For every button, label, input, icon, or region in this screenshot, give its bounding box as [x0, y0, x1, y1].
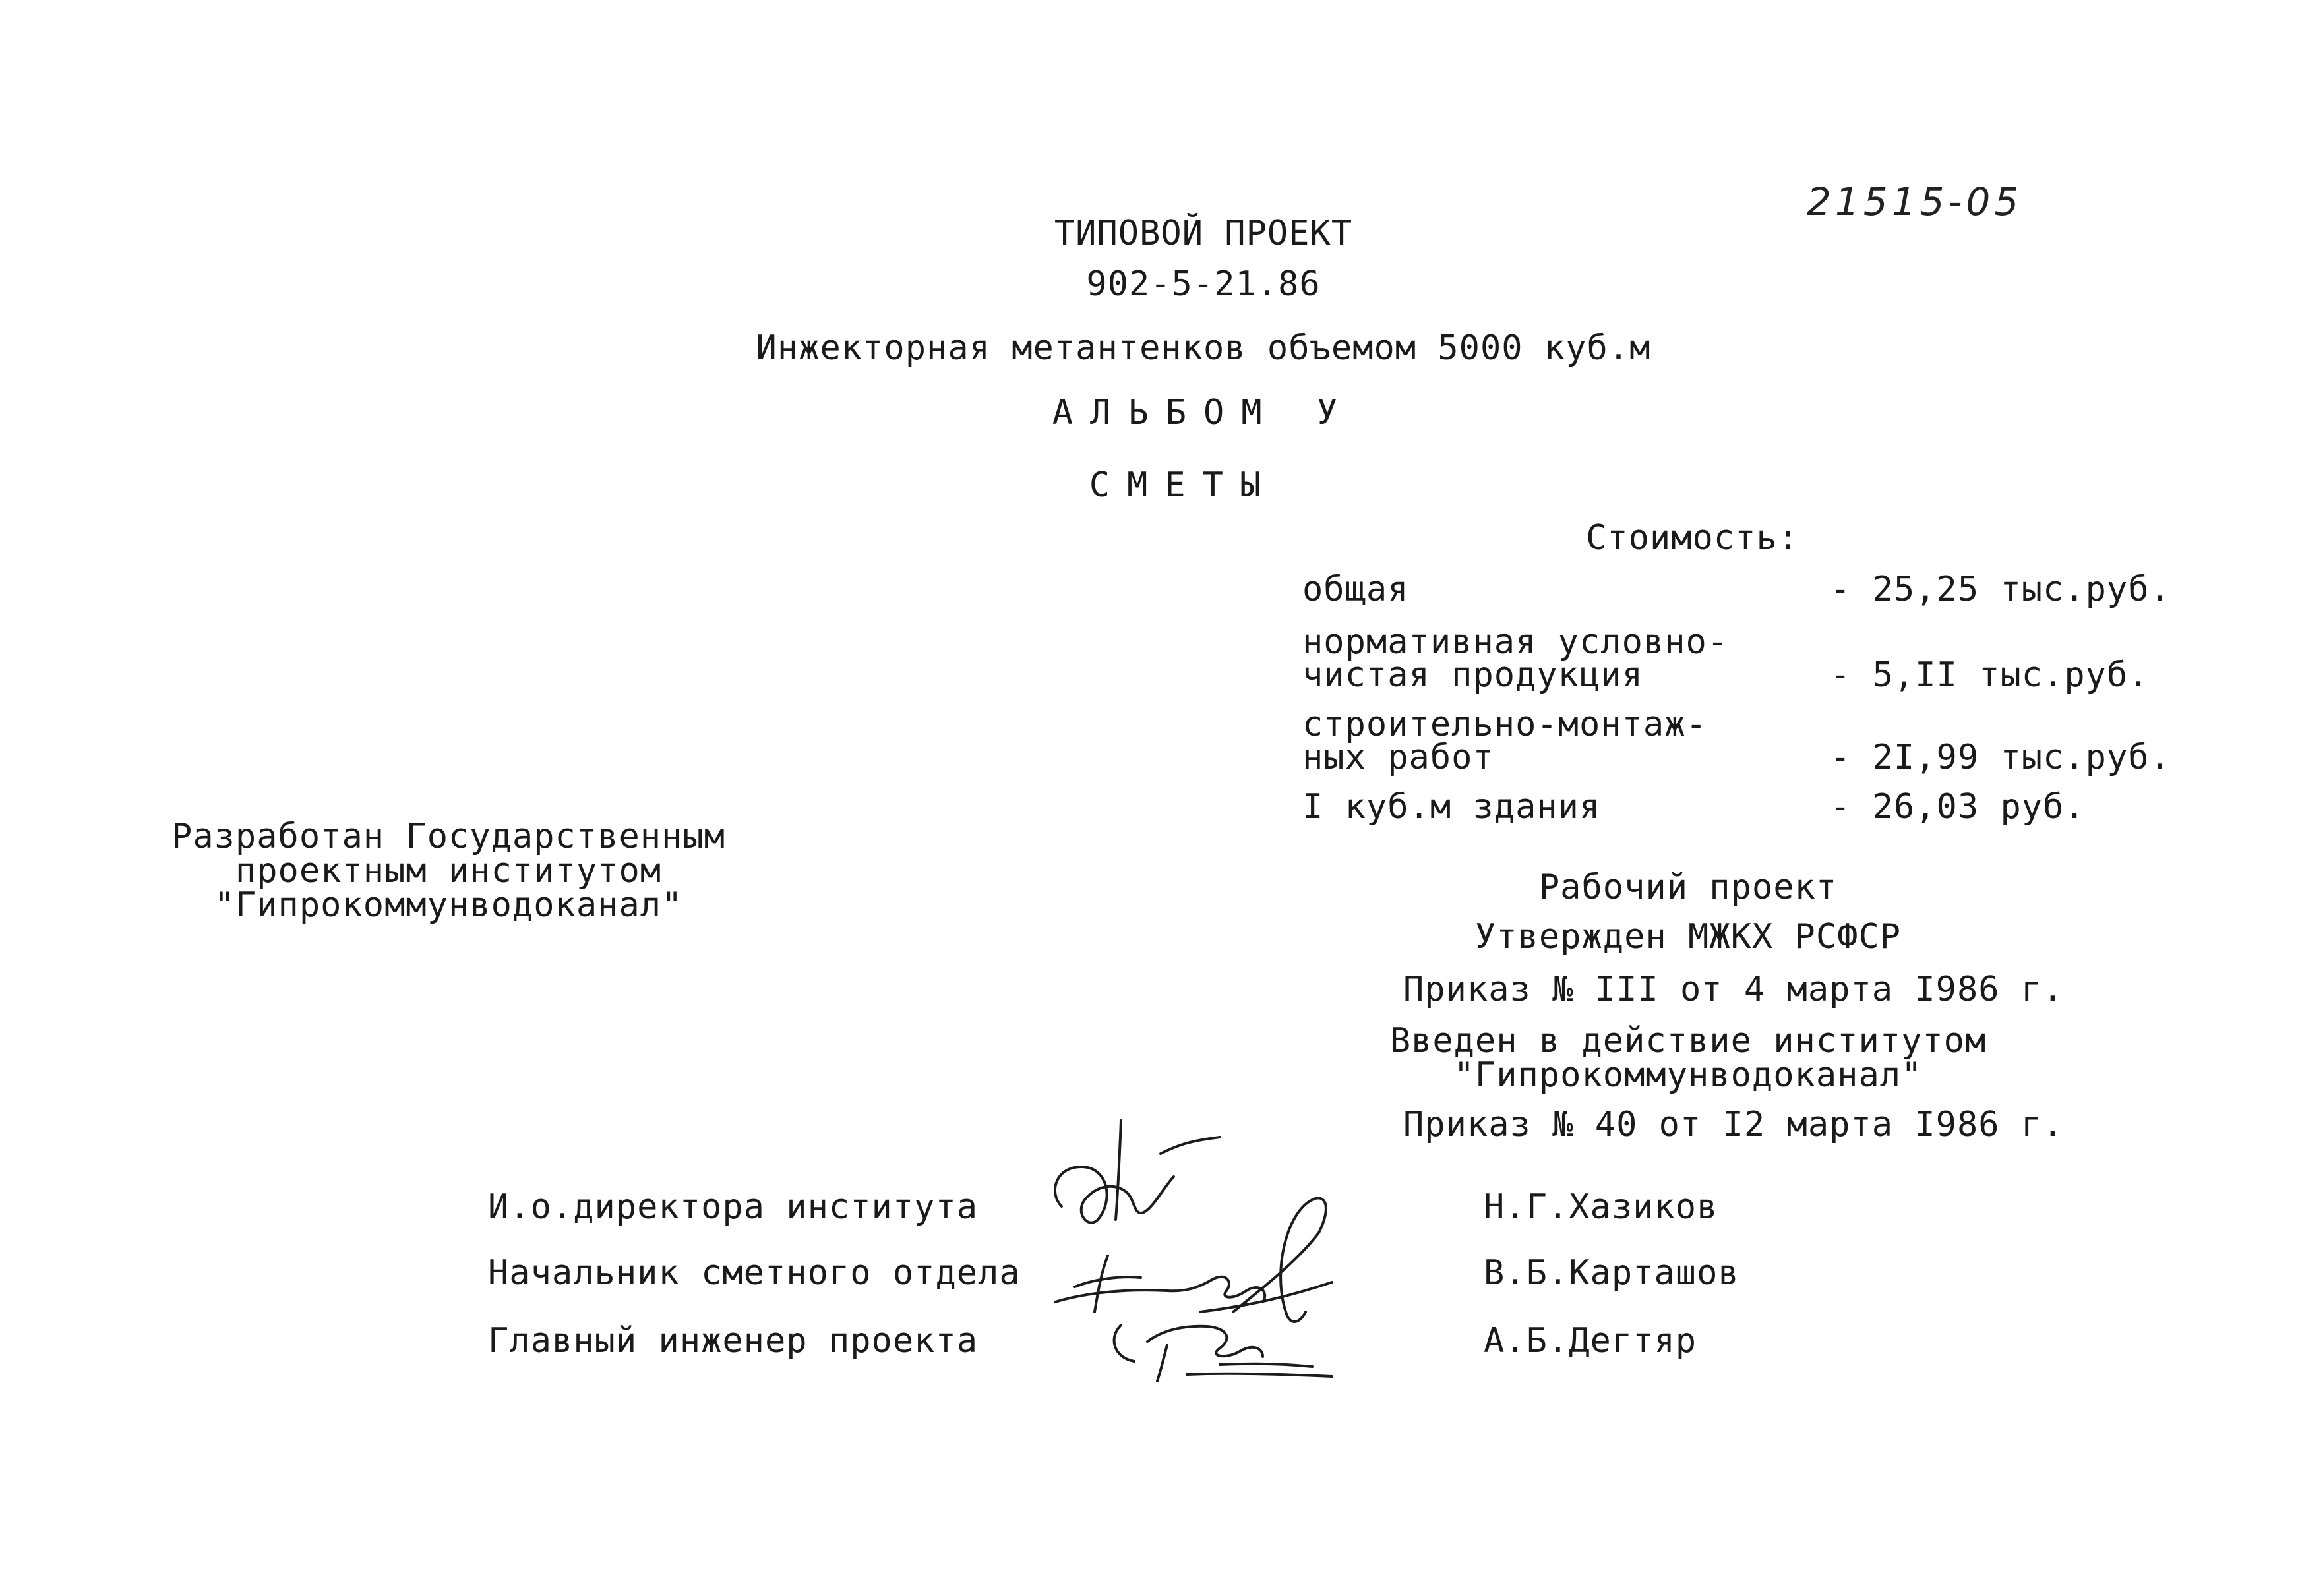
cost-heading: Стоимость: [1586, 518, 1799, 558]
signatory-position-director: И.о.директора института [488, 1187, 979, 1227]
cost-label-per-cubic-meter: I куб.м здания [1302, 787, 1601, 827]
album-title: АЛЬБОМ У [1052, 393, 1355, 432]
signatory-name-estimates-head: В.Б.Карташов [1484, 1253, 1739, 1293]
signatory-position-estimates-head: Начальник сметного отдела [488, 1253, 1021, 1293]
developer-line-3: "Гипрокоммунводоканал" [214, 885, 683, 925]
document-number: 21515-05 [1807, 179, 2023, 224]
approval-line-institute: "Гипрокоммунводоканал" [1453, 1055, 1923, 1095]
signatures-drawing [1035, 1114, 1405, 1391]
cost-value-total: - 25,25 тыс.руб. [1830, 570, 2171, 609]
signatory-name-director: Н.Г.Хазиков [1484, 1187, 1718, 1227]
signature-estimates-head [1055, 1198, 1332, 1322]
signatory-position-chief-engineer: Главный инженер проекта [488, 1321, 979, 1361]
document-type: ТИПОВОЙ ПРОЕКТ [1054, 214, 1353, 253]
approval-line-order-2: Приказ № 40 от I2 марта I986 г. [1403, 1105, 2064, 1144]
developer-line-2: проектным институтом [235, 851, 662, 891]
cost-label-construction-line2: ных работ [1302, 738, 1494, 777]
signature-chief-engineer [1114, 1325, 1332, 1381]
approval-line-working-project: Рабочий проект [1538, 868, 1838, 907]
cost-label-construction-line1: строительно-монтаж- [1302, 705, 1707, 744]
approval-line-introduced: Введен в действие институтом [1389, 1021, 1987, 1061]
approval-line-approved-by: Утвержден МЖКХ РСФСР [1474, 917, 1902, 957]
cost-value-construction: - 2I,99 тыс.руб. [1830, 738, 2171, 777]
cost-value-per-cubic-meter: - 26,03 руб. [1830, 787, 2086, 827]
project-subject: Инжекторная метантенков объемом 5000 куб.м [756, 328, 1651, 368]
cost-value-normative: - 5,II тыс.руб. [1830, 655, 2150, 695]
handwritten-signatures [1035, 1114, 1405, 1391]
signatory-name-chief-engineer: А.Б.Дегтяр [1484, 1321, 1697, 1361]
cost-label-normative-line2: чистая продукция [1302, 655, 1643, 695]
cost-label-normative-line1: нормативная условно- [1302, 622, 1729, 662]
approval-line-order-1: Приказ № III от 4 марта I986 г. [1403, 970, 2064, 1009]
project-code: 902-5-21.86 [1086, 264, 1321, 304]
cost-label-total: общая [1302, 570, 1409, 609]
section-title: СМЕТЫ [1089, 465, 1279, 505]
signature-director [1055, 1121, 1220, 1223]
developer-line-1: Разработан Государственным [171, 817, 725, 856]
